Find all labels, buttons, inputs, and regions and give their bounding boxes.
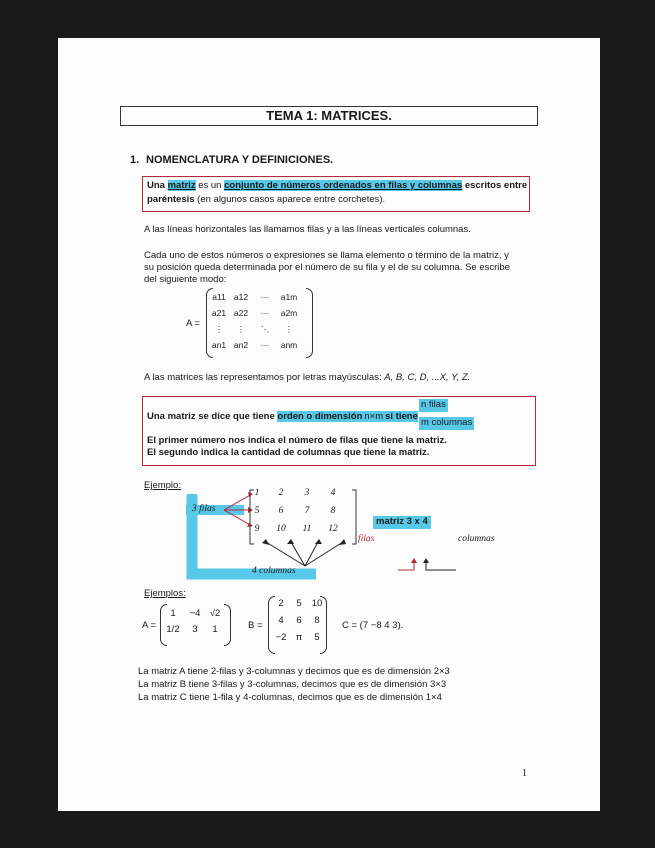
matrix-cell: an2: [233, 340, 249, 350]
dim-columnas-arrow: [426, 560, 456, 570]
matrix-cell: a22: [233, 308, 249, 318]
definition-line-2: [147, 194, 385, 207]
definition-rest: (en algunos casos aparece entre corchetes).: [197, 194, 386, 205]
ejemplo-label: Ejemplo:: [144, 480, 181, 491]
order-dim-symbol: n×m: [364, 411, 384, 422]
section-heading: NOMENCLATURA Y DEFINICIONES.: [146, 154, 334, 166]
matrix-cell: 6: [296, 615, 302, 626]
matrix-cell: 4: [278, 615, 284, 626]
paragraph-element-3: del siguiente modo:: [144, 274, 227, 285]
matrix-cell: ⋱: [260, 324, 270, 334]
matrix-cell: 6: [278, 506, 284, 516]
matrix-cell: a21: [211, 308, 227, 318]
order-m-columnas: m columnas: [421, 417, 473, 428]
order-line-3: El segundo indica la cantidad de columnas que tiene la matriz.: [147, 447, 430, 458]
matrix-cell: −4: [189, 608, 201, 619]
col-arrowhead-4: [339, 539, 346, 545]
matrix-cell: 1: [254, 488, 260, 498]
order-line-1: [147, 411, 418, 424]
definition-box: [142, 176, 530, 212]
order-line-2: El primer número nos indica el número de filas que tiene la matriz.: [147, 435, 447, 446]
conclusion-c: La matriz C tiene 1-fila y 4-columnas, decimos que es de dimensión 1×4: [138, 692, 442, 703]
matrix-cell: a11: [212, 292, 226, 302]
matrix-cell: 8: [314, 615, 320, 626]
matrix-cell: ···: [260, 292, 270, 302]
matrix-cell: a1m: [280, 292, 298, 302]
matrix-cell: 11: [302, 524, 312, 534]
matrix-cell: 5: [254, 506, 260, 516]
paragraph-lines: A las líneas horizontales las llamamos filas y a las líneas verticales columnas.: [144, 224, 471, 235]
dim-columnas-label: columnas: [458, 534, 495, 544]
word-matriz: matriz: [167, 180, 196, 191]
matrix-cell: 1: [212, 624, 218, 635]
matrix-cell: ⋮: [214, 324, 224, 334]
order-text-highlight: orden o dimensión: [277, 411, 363, 422]
matrix-cell: 10: [311, 598, 323, 609]
matrix-cell: √2: [209, 608, 221, 619]
conclusion-b: La matriz B tiene 3-filas y 3-columnas, decimos que es de dimensión 3×3: [138, 679, 447, 690]
matrix-cell: −2: [275, 632, 287, 643]
matrix-cell: 3: [192, 624, 198, 635]
word-es-un: es un: [198, 180, 222, 191]
paragraph-letters-list: A, B, C, D, ...X, Y, Z.: [384, 372, 471, 383]
matrix-cell: 2: [278, 488, 284, 498]
matrix-cell: ···: [260, 340, 270, 350]
matrix-cell: 3: [304, 488, 310, 498]
matrix-cell: 4: [330, 488, 336, 498]
order-box: [142, 396, 536, 466]
col-arrow-4: [305, 542, 343, 566]
dim-filas-arrow: [398, 560, 414, 570]
dim-filas-arrowhead: [411, 558, 417, 563]
dim-title: matriz 3 x 4: [373, 516, 431, 529]
matrix-a-name: A =: [142, 620, 156, 631]
matrix-cell: 1/2: [166, 624, 180, 635]
page-number: 1: [522, 768, 527, 779]
ejemplos-label: Ejemplos:: [144, 588, 186, 599]
matrix-cell: anm: [280, 340, 298, 350]
ejemplo-columnas-label: 4 columnas: [252, 566, 296, 576]
order-text-1: Una matriz se dice que tiene: [147, 411, 275, 422]
matrix-cell: ⋮: [284, 324, 294, 334]
matrix-cell: a12: [233, 292, 249, 302]
col-arrow-2: [291, 542, 305, 566]
matrix-cell: ⋮: [236, 324, 246, 334]
document-page: [58, 38, 600, 811]
matrix-cell: π: [295, 632, 303, 643]
definition-line-1: [147, 180, 527, 193]
matrix-cell: 10: [276, 524, 286, 534]
col-arrowhead-2: [287, 539, 294, 544]
matrix-cell: 5: [314, 632, 320, 643]
col-arrowhead-1: [262, 539, 269, 545]
matrix-cell: 8: [330, 506, 336, 516]
word-escritos: escritos entre: [464, 180, 528, 191]
matrix-cell: ···: [260, 308, 270, 318]
matrix-cell: 7: [304, 506, 310, 516]
matrix-cell: a2m: [280, 308, 298, 318]
order-n-filas: n filas: [421, 399, 446, 410]
matrix-cell: an1: [211, 340, 227, 350]
page-title: TEMA 1: MATRICES.: [120, 106, 538, 126]
dim-filas-label: filas: [358, 534, 375, 544]
ejemplo-filas-label: 3 filas: [192, 504, 216, 514]
generic-matrix-right-paren: [306, 288, 313, 358]
ejemplo-diagram: [178, 486, 478, 596]
paragraph-element-1: Cada uno de estos números o expresiones se llama elemento o término de la matriz, y: [144, 250, 509, 261]
matrix-cell: 2: [278, 598, 284, 609]
generic-matrix-name: A =: [186, 318, 200, 329]
dim-columnas-arrowhead: [423, 558, 429, 563]
word-una: Una: [147, 180, 165, 191]
section-number: 1.: [130, 154, 140, 166]
example-left-bracket: [250, 490, 254, 544]
example-right-bracket: [352, 490, 356, 544]
matrix-b-name: B =: [248, 620, 263, 631]
paragraph-letters-text: A las matrices las representamos por letras mayúsculas:: [144, 372, 382, 383]
paragraph-element-2: su posición queda determinada por el número de su fila y el de su columna. Se escribe: [144, 262, 510, 273]
conclusion-a: La matriz A tiene 2-filas y 3-columnas y decimos que es de dimensión 2×3: [138, 666, 450, 677]
matrix-cell: 12: [328, 524, 338, 534]
word-parentesis: paréntesis: [147, 194, 195, 205]
matrix-cell: 5: [296, 598, 302, 609]
matrix-a-right-paren: [224, 604, 231, 646]
col-arrowhead-3: [315, 539, 322, 544]
matrix-cell: 9: [254, 524, 260, 534]
order-text-si-tiene: si tiene: [385, 411, 418, 422]
matrix-cell: 1: [170, 608, 176, 619]
paragraph-letters: [144, 372, 470, 385]
matrix-c: C = (7 −8 4 3).: [342, 620, 404, 631]
word-conjunto: conjunto de números ordenados en filas y columnas: [224, 180, 463, 191]
col-arrow-1: [266, 542, 305, 566]
